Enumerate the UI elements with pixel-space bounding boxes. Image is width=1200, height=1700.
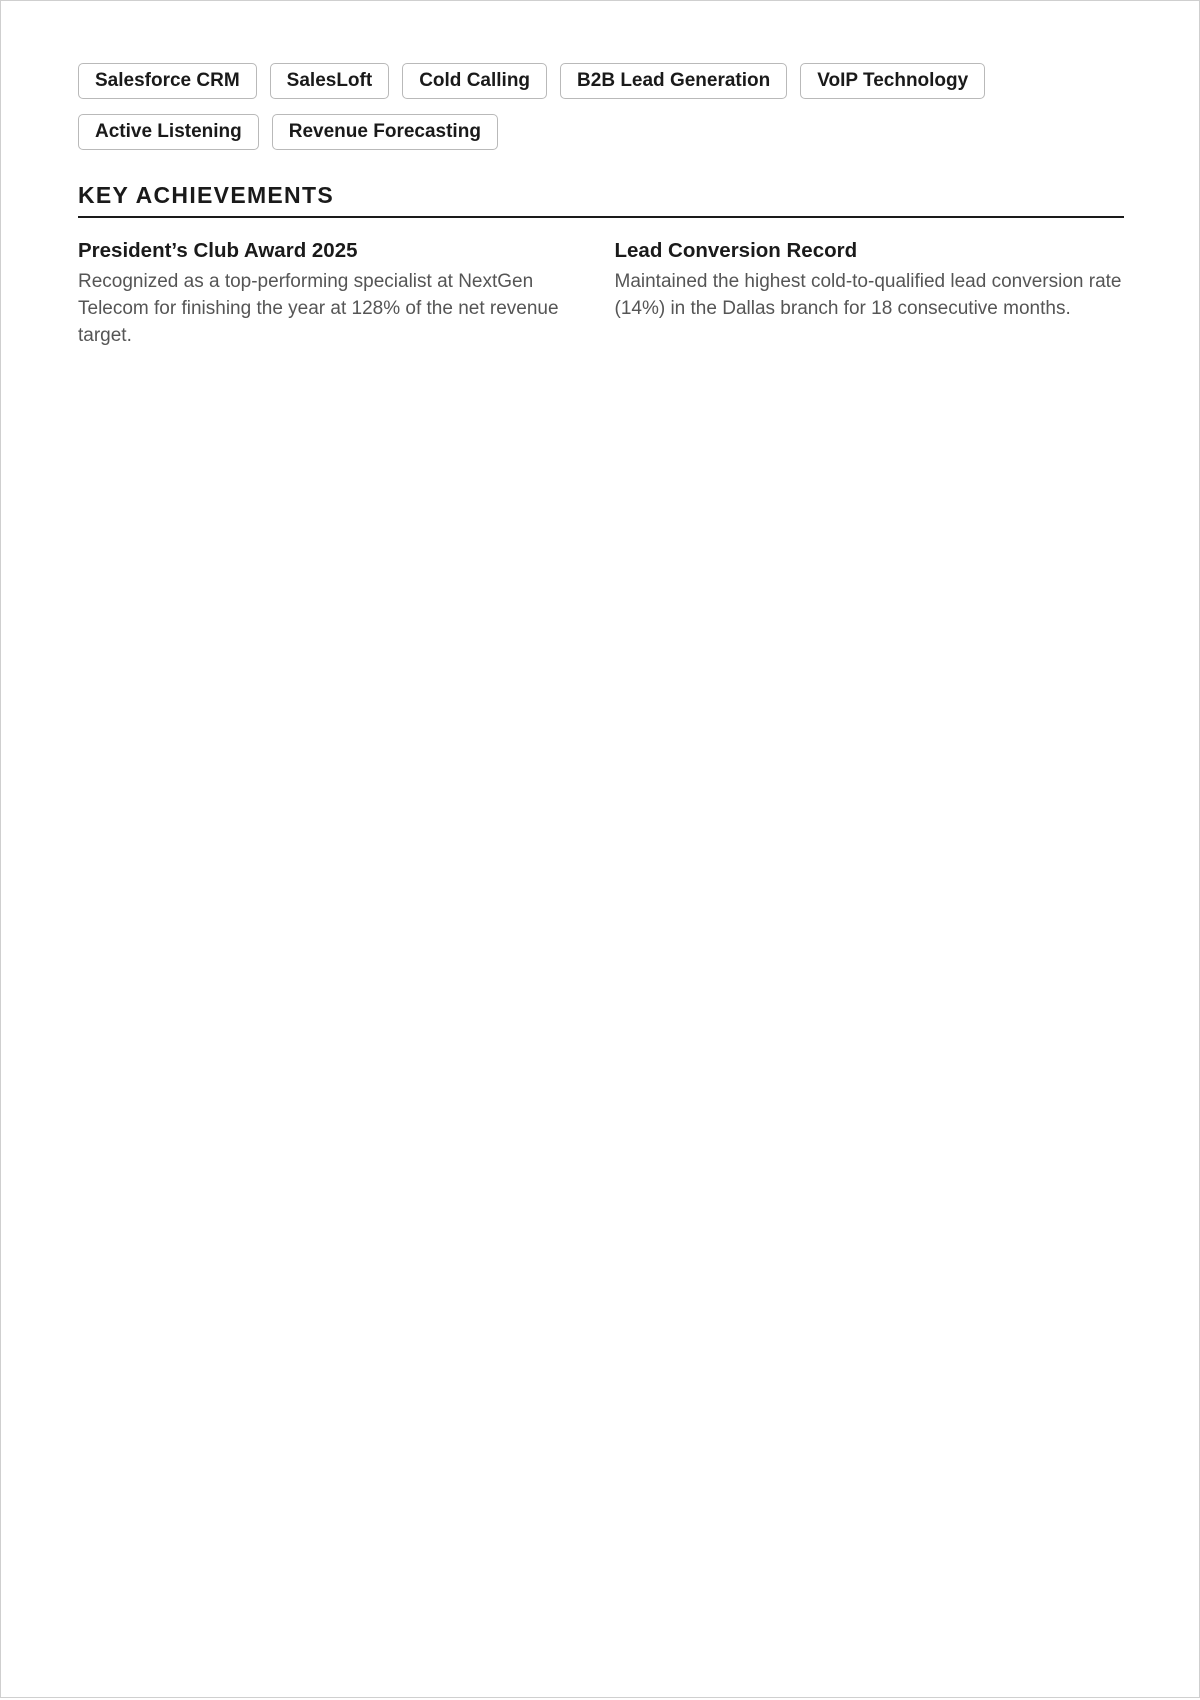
achievement-title: Lead Conversion Record bbox=[614, 239, 858, 263]
achievement-description: Recognized as a top-performing specialist at NextGen Telecom for finishing the year at 128% of the net revenue target. bbox=[78, 270, 559, 346]
section-heading-key-achievements: KEY ACHIEVEMENTS bbox=[78, 183, 1124, 218]
achievement-item bbox=[78, 238, 588, 349]
achievements-grid bbox=[78, 238, 1124, 349]
achievement-description: Maintained the highest cold-to-qualified lead conversion rate (14%) in the Dallas branch for 18 consecutive months. bbox=[614, 270, 1122, 319]
resume-content bbox=[78, 63, 1124, 349]
achievement-title: President’s Club Award 2025 bbox=[78, 239, 358, 263]
skill-tag: B2B Lead Generation bbox=[560, 63, 787, 99]
skill-tag: Active Listening bbox=[78, 114, 259, 150]
skill-tag: Salesforce CRM bbox=[78, 63, 257, 99]
skill-tag: Revenue Forecasting bbox=[272, 114, 498, 150]
skill-tag: SalesLoft bbox=[270, 63, 390, 99]
skills-tag-list bbox=[78, 63, 1124, 150]
skill-tag: Cold Calling bbox=[402, 63, 547, 99]
skill-tag: VoIP Technology bbox=[800, 63, 985, 99]
achievement-item bbox=[615, 238, 1125, 349]
